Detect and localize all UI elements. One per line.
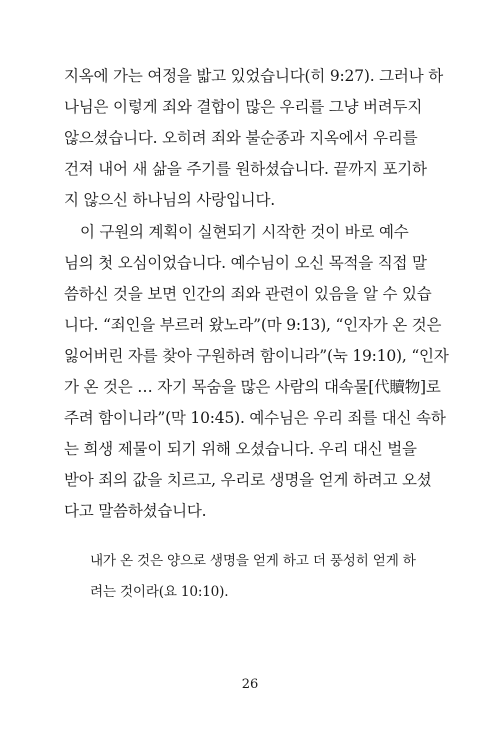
text-line: 는 희생 제물이 되기 위해 오셨습니다. 우리 대신 벌을	[64, 440, 417, 458]
text-line: 받아 죄의 값을 치르고, 우리로 생명을 얻게 하려고 오셨	[64, 471, 432, 489]
text-line: 지 않으신 하나님의 사랑입니다.	[64, 191, 275, 209]
quote-line: 려는 것이라(요 10:10).	[90, 584, 229, 600]
text-line: 나님은 이렇게 죄와 결합이 많은 우리를 그냥 버려두지	[64, 98, 423, 116]
quote-line: 내가 온 것은 양으로 생명을 얻게 하고 더 풍성히 얻게 하	[90, 553, 416, 569]
text-line: 건져 내어 새 삶을 주기를 원하셨습니다. 끝까지 포기하	[64, 160, 427, 178]
text-line: 이 구원의 계획이 실현되기 시작한 것이 바로 예수	[80, 223, 409, 241]
text-line: 님의 첫 오심이었습니다. 예수님이 오신 목적을 직접 말	[64, 254, 427, 272]
text-line: 않으셨습니다. 오히려 죄와 불순종과 지옥에서 우리를	[64, 129, 418, 147]
text-line: 주려 함이니라”(막 10:45). 예수님은 우리 죄를 대신 속하	[64, 409, 446, 427]
page-number: 26	[241, 677, 259, 692]
text-line: 가 온 것은 … 자기 목숨을 많은 사람의 대속물[代贖物]로	[64, 378, 441, 396]
text-line: 다고 말씀하셨습니다.	[64, 502, 207, 520]
text-line: 씀하신 것을 보면 인간의 죄와 관련이 있음을 알 수 있습	[64, 285, 432, 303]
text-line: 니다. “죄인을 부르러 왔노라”(마 9:13), “인자가 온 것은	[64, 316, 442, 334]
text-line: 지옥에 가는 여정을 밟고 있었습니다(히 9:27). 그러나 하	[64, 67, 443, 85]
text-line: 잃어버린 자를 찾아 구원하려 함이니라”(눅 19:10), “인자	[64, 347, 449, 365]
